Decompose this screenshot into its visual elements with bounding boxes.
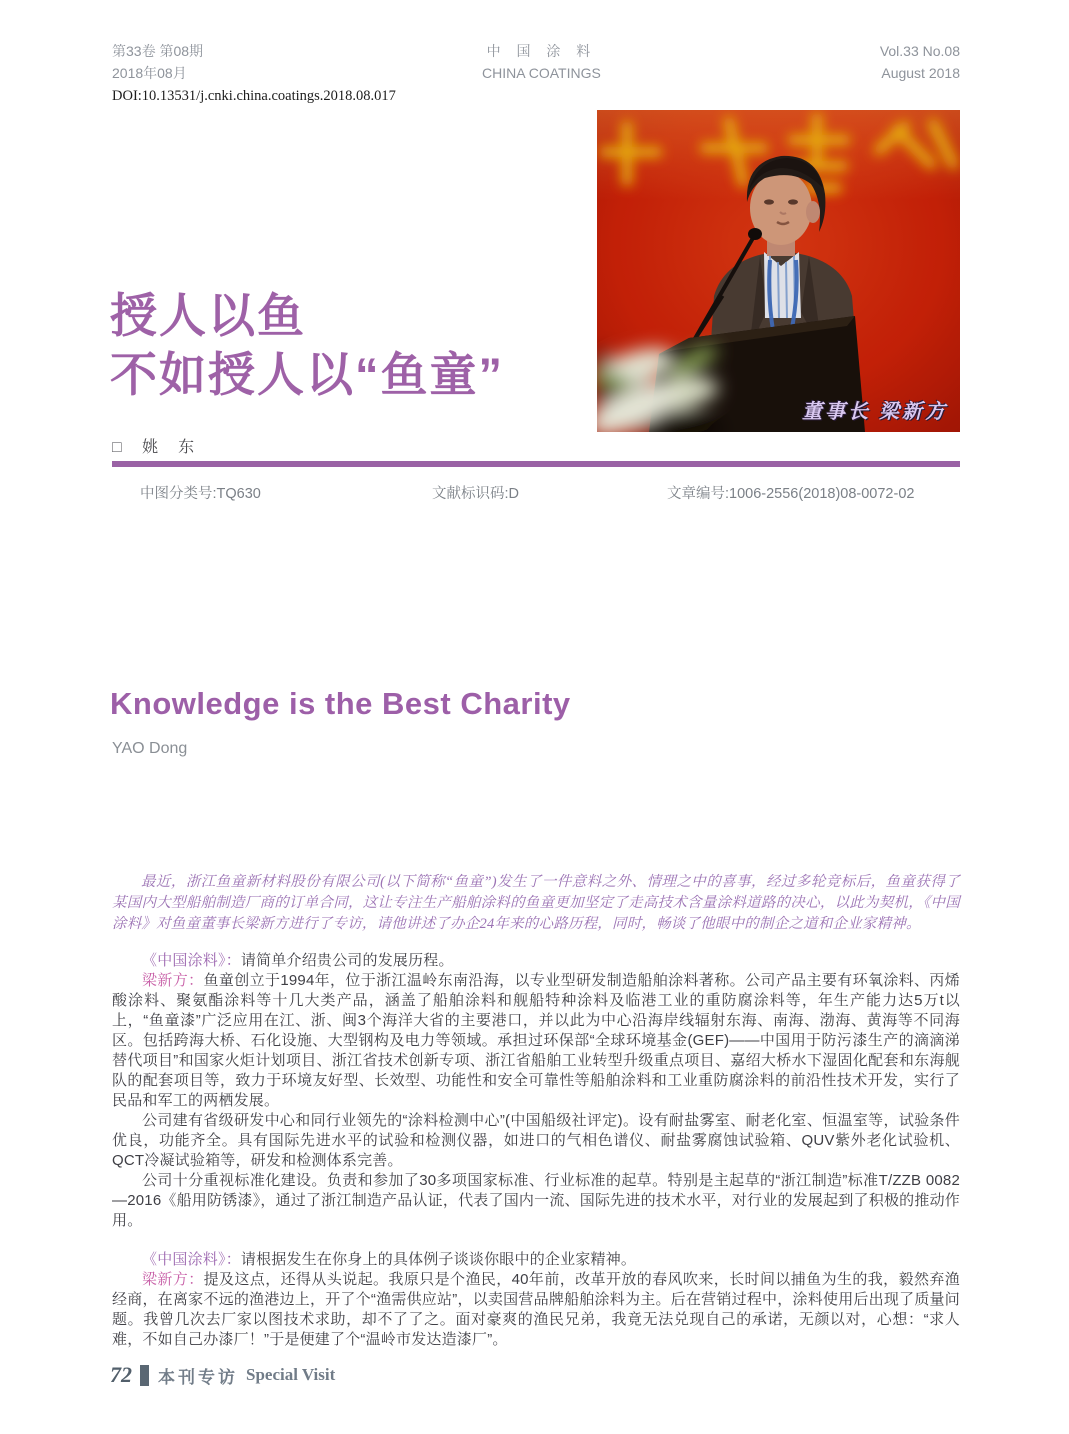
author-name: 姚 东 [142,439,197,456]
page-number: 72 [110,1362,132,1387]
answer-1-paragraph-3: 公司十分重视标准化建设。负责和参加了30多项国家标准、行业标准的起草。特别是主起草的“浙江制造”标准T/ZZB 0082—2016《船用防锈漆》，通过了浙江制造产品认证，代表了国内一流、国际先进的技术水平，对行业的发展起到了积极的推动作用。 [112,1172,960,1229]
issue-date-cn: 2018年08月 [112,65,187,81]
answer-text: 提及这点，还得从头说起。我原只是个渔民，40年前，改革开放的春风吹来，长时间以捕鱼为生的我，毅然弃渔经商，在离家不远的渔港边上，开了个“渔需供应站”，以卖国营品牌船舶涂料为主。后在营销过程中，涂料使用后出现了质量问题。我曾几次去厂家以图技术求助，却不了了之。面对豪爽的渔民兄弟，我竟无法兑现自己的承诺，无颜以对，心想：“求人难，不如自己办漆厂！”于是便建了个“温岭市发达造漆厂”。 [112,1271,960,1348]
question-2 [112,1250,960,1270]
chairman-photo [597,110,960,432]
document-code: 文献标识码:D [432,486,519,502]
answer-label: 梁新方： [142,972,204,989]
interview-body [112,951,960,1350]
answer-text: 鱼童创立于1994年，位于浙江温岭东南沿海，以专业型研发制造船舶涂料著称。公司产品主要有环氧涂料、丙烯酸涂料、聚氨酯涂料等十几大类产品，涵盖了船舶涂料和舰船特种涂料及临港工业的重防腐涂料等，年生产能力达5万t以上，“鱼童漆”广泛应用在江、浙、闽3个海洋大省的主要港口，并以此为中心沿海岸线辐射东海、南海、渤海、黄海等不同海区。包括跨海大桥、石化设施、大型钢构及电力等领域。承担过环保部“全球环境基金(GEF)——中国用于防污漆生产的滴滴涕替代项目”和国家火炬计划项目、浙江省技术创新专项、浙江省船舶工业转型升级重点项目、嘉绍大桥水下湿固化配套和东海舰队的配套项目等，致力于环境友好型、长效型、功能性和安全可靠性等船舶涂料和工业重防腐涂料的前沿性技术开发，实行了民品和军工的两栖发展。 [112,972,960,1109]
volume-issue-cn: 第33卷 第08期 [112,43,204,59]
page-footer [110,1362,335,1388]
answer-2-paragraph-1 [112,1270,960,1350]
article-id: 文章编号:1006-2556(2018)08-0072-02 [667,486,915,502]
question-text: 请简单介绍贵公司的发展历程。 [240,952,454,969]
question-text: 请根据发生在你身上的具体例子谈谈你眼中的企业家精神。 [240,1251,637,1268]
clc-number: 中图分类号:TQ630 [140,486,261,502]
question-1 [112,951,960,971]
article-title-en: Knowledge is the Best Charity [110,686,571,721]
section-name-cn: 本刊专访 [158,1367,238,1387]
intro-abstract: 最近，浙江鱼童新材料股份有限公司(以下简称“鱼童”)发生了一件意料之外、情理之中的喜事，经过多轮竞标后，鱼童获得了某国内大型船舶制造厂商的订单合同，这让专注生产船舶涂料的鱼童更加坚定了走高技术含量涂料道路的决心，以此为契机，《中国涂料》对鱼童董事长梁新方进行了专访，请他讲述了办企24年来的心路历程，同时，畅谈了他眼中的制企之道和企业家精神。 [112,874,960,932]
answer-1-paragraph-2: 公司建有省级研发中心和同行业领先的“涂料检测中心”(中国船级社评定)。设有耐盐雾室、耐老化室、恒温室等，试验条件优良，功能齐全。具有国际先进水平的试验和检测仪器，如进口的气相色谱仪、耐盐雾腐蚀试验箱、QUV紫外老化试验机、QCT冷凝试验箱等，研发和检测体系完善。 [112,1112,960,1169]
volume-issue-en: Vol.33 No.08 [879,43,960,59]
masthead-volume-issue-en [880,40,960,84]
issue-date-en: August 2018 [881,65,960,81]
masthead-journal-name [482,40,601,84]
photo-vignette [597,110,960,432]
question-label: 《中国涂料》： [142,952,241,969]
photo-caption: 董事长 梁新方 [802,401,948,423]
photo-illustration [597,110,960,432]
answer-1-paragraph-1 [112,971,960,1111]
article-title-line1: 授人以鱼 [110,289,306,342]
article-title-cn [110,286,504,404]
journal-name-en: CHINA COATINGS [482,65,601,81]
footer-bar-icon [140,1365,149,1386]
classification-row [112,482,960,503]
section-name-en: Special Visit [246,1365,336,1384]
answer-label: 梁新方： [142,1271,204,1288]
question-label: 《中国涂料》： [142,1251,241,1268]
journal-masthead [112,40,960,84]
doi-line: DOI:10.13531/j.cnki.china.coatings.2018.08.017 [112,88,396,104]
author-name-en: YAO Dong [112,740,188,757]
article-title-line2: 不如授人以“鱼童” [110,348,504,401]
journal-name-cn: 中 国 涂 料 [486,43,597,59]
purple-divider-rule [112,461,960,467]
author-marker: □ [112,439,124,456]
masthead-volume-issue [112,40,203,84]
author-line [112,434,196,457]
